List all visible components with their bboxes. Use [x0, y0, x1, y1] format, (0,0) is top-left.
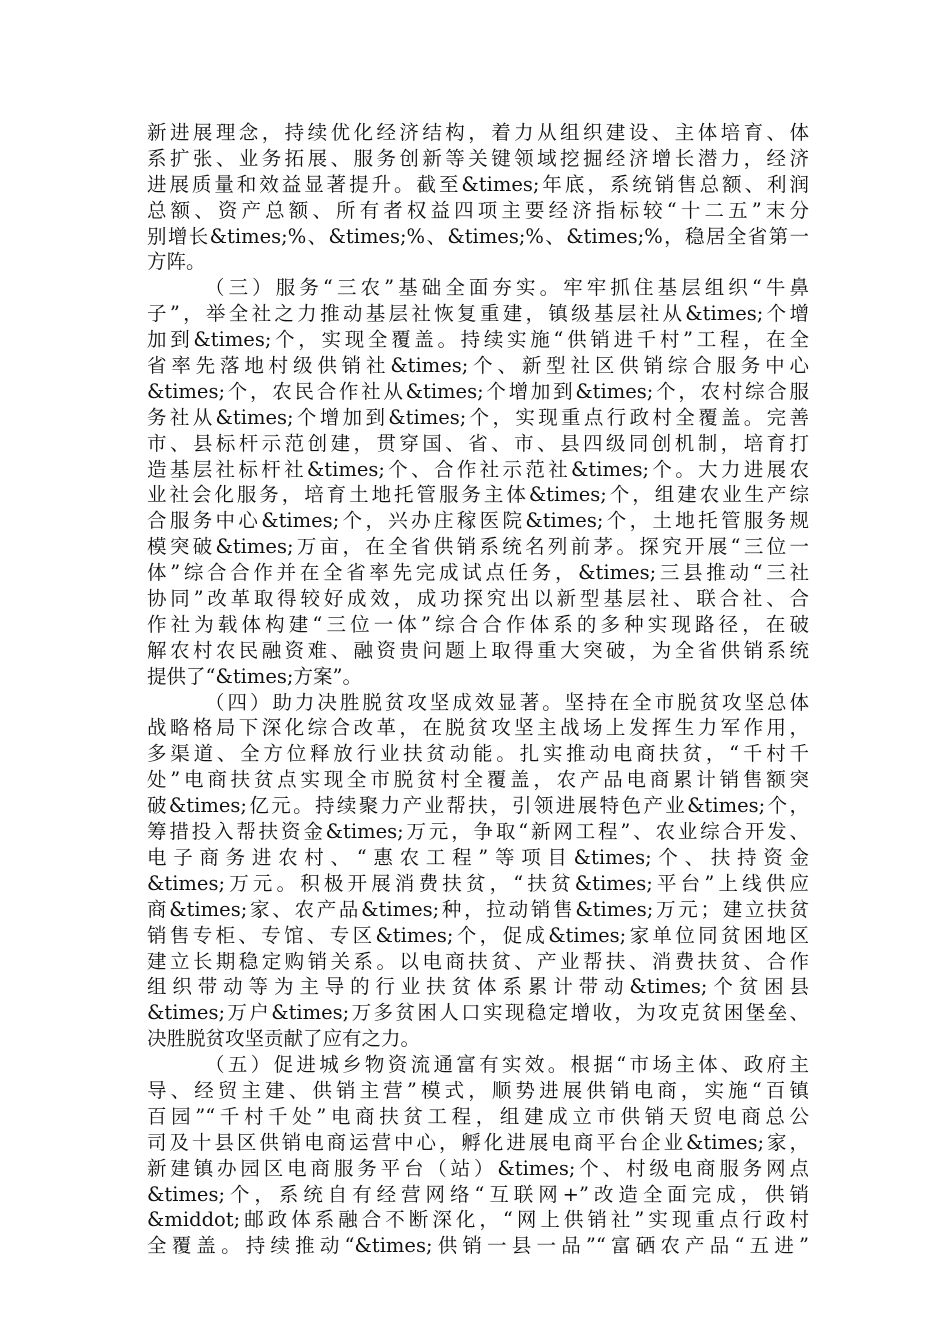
section-heading-line: （五）促进城乡物资流通富有实效。根据“市场主体、政府主: [205, 1053, 809, 1077]
text-line: 战略格局下深化综合改革，在脱贫攻坚主战场上发挥生力军作用，: [147, 716, 809, 740]
text-line: 提供了“&times;方案”。: [147, 664, 362, 688]
text-line: &times;万元。积极开展消费扶贫，“扶贫&times;平台”上线供应: [147, 871, 809, 895]
paragraph-section-4: [147, 690, 809, 1052]
text-line: 协同”改革取得较好成效，成功探究出以新型基层社、联合社、合: [147, 587, 809, 611]
text-line: &times;万户&times;万多贫困人口实现稳定增收，为攻克贫困堡垒、: [147, 1001, 809, 1025]
text-line: 全覆盖。持续推动“&times;供销一县一品”“富硒农产品“五进”: [147, 1234, 809, 1258]
text-line: 百园”“千村千处”电商扶贫工程，组建成立市供销天贸电商总公: [147, 1104, 809, 1128]
text-line: 总额、资产总额、所有者权益四项主要经济指标较“十二五”末分: [147, 198, 809, 222]
text-line: 省率先落地村级供销社&times;个、新型社区供销综合服务中心: [147, 354, 809, 378]
text-line: 建立长期稳定购销关系。以电商扶贫、产业帮扶、消费扶贫、合作: [147, 949, 809, 973]
text-line: 解农村农民融资难、融资贵问题上取得重大突破，为全省供销系统: [147, 638, 809, 662]
text-line: 组织带动等为主导的行业扶贫体系累计带动&times;个贫困县: [147, 975, 809, 999]
text-line: 务社从&times;个增加到&times;个，实现重点行政村全覆盖。完善: [147, 405, 809, 429]
text-line: 作社为载体构建“三位一体”综合合作体系的多种实现路径，在破: [147, 612, 809, 636]
text-line: 决胜脱贫攻坚贡献了应有之力。: [147, 1027, 421, 1051]
text-line: 业社会化服务，培育土地托管服务主体&times;个，组建农业生产综: [147, 483, 809, 507]
text-line: 子”，举全社之力推动基层社恢复重建，镇级基层社从&times;个增: [147, 302, 809, 326]
text-line: 体”综合合作并在全省率先完成试点任务，&times;三县推动“三社: [147, 561, 809, 585]
text-line: 模突破&times;万亩，在全省供销系统名列前茅。探究开展“三位一: [147, 535, 809, 559]
text-line: 销售专柜、专馆、专区&times;个，促成&times;家单位同贫困地区: [147, 923, 809, 947]
text-line: 加到&times;个，实现全覆盖。持续实施“供销进千村”工程，在全: [147, 328, 809, 352]
text-line: 商&times;家、农产品&times;种，拉动销售&times;万元；建立扶贫: [147, 897, 809, 921]
text-line: 司及十县区供销电商运营中心，孵化进展电商平台企业&times;家，: [147, 1130, 809, 1154]
text-line: &middot;邮政体系融合不断深化，“网上供销社”实现重点行政村: [147, 1208, 809, 1232]
text-line: 方阵。: [147, 250, 206, 274]
text-line: &times;个，农民合作社从&times;个增加到&times;个，农村综合服: [147, 379, 809, 403]
section-heading-line: （四）助力决胜脱贫攻坚成效显著。坚持在全市脱贫攻坚总体: [205, 690, 809, 714]
document-body: [147, 120, 809, 1259]
text-line: 导、经贸主建、供销主营”模式，顺势进展供销电商，实施“百镇: [147, 1078, 809, 1102]
text-line: 别增长&times;%、&times;%、&times;%、&times;%，稳居全省第一: [147, 224, 809, 248]
text-line: 进展质量和效益显著提升。截至&times;年底，系统销售总额、利润: [147, 172, 809, 196]
section-heading-line: （三）服务“三农”基础全面夯实。牢牢抓住基层组织“牛鼻: [205, 276, 809, 300]
text-line: 市、县标杆示范创建，贯穿国、省、市、县四级同创机制，培育打: [147, 431, 809, 455]
text-line: 系扩张、业务拓展、服务创新等关键领域挖掘经济增长潜力，经济: [147, 146, 809, 170]
paragraph-section-3: [147, 275, 809, 689]
text-line: 新建镇办园区电商服务平台（站）&times;个、村级电商服务网点: [147, 1156, 809, 1180]
text-line: 筹措投入帮扶资金&times;万元，争取“新网工程”、农业综合开发、: [147, 820, 809, 844]
text-line: 处”电商扶贫点实现全市脱贫村全覆盖，农产品电商累计销售额突: [147, 768, 809, 792]
text-line: &times;个，系统自有经营网络“互联网+”改造全面完成，供销: [147, 1182, 809, 1206]
text-line: 破&times;亿元。持续聚力产业帮扶，引领进展特色产业&times;个，: [147, 794, 809, 818]
text-line: 多渠道、全方位释放行业扶贫动能。扎实推动电商扶贫，“千村千: [147, 742, 809, 766]
text-line: 新进展理念，持续优化经济结构，着力从组织建设、主体培育、体: [147, 121, 809, 144]
paragraph-intro: [147, 120, 809, 275]
text-line: 合服务中心&times;个，兴办庄稼医院&times;个，土地托管服务规: [147, 509, 809, 533]
text-line: 造基层社标杆社&times;个、合作社示范社&times;个。大力进展农: [147, 457, 809, 481]
text-line: 电子商务进农村、“惠农工程”等项目&times;个、扶持资金: [147, 845, 809, 869]
paragraph-section-5: [147, 1052, 809, 1259]
